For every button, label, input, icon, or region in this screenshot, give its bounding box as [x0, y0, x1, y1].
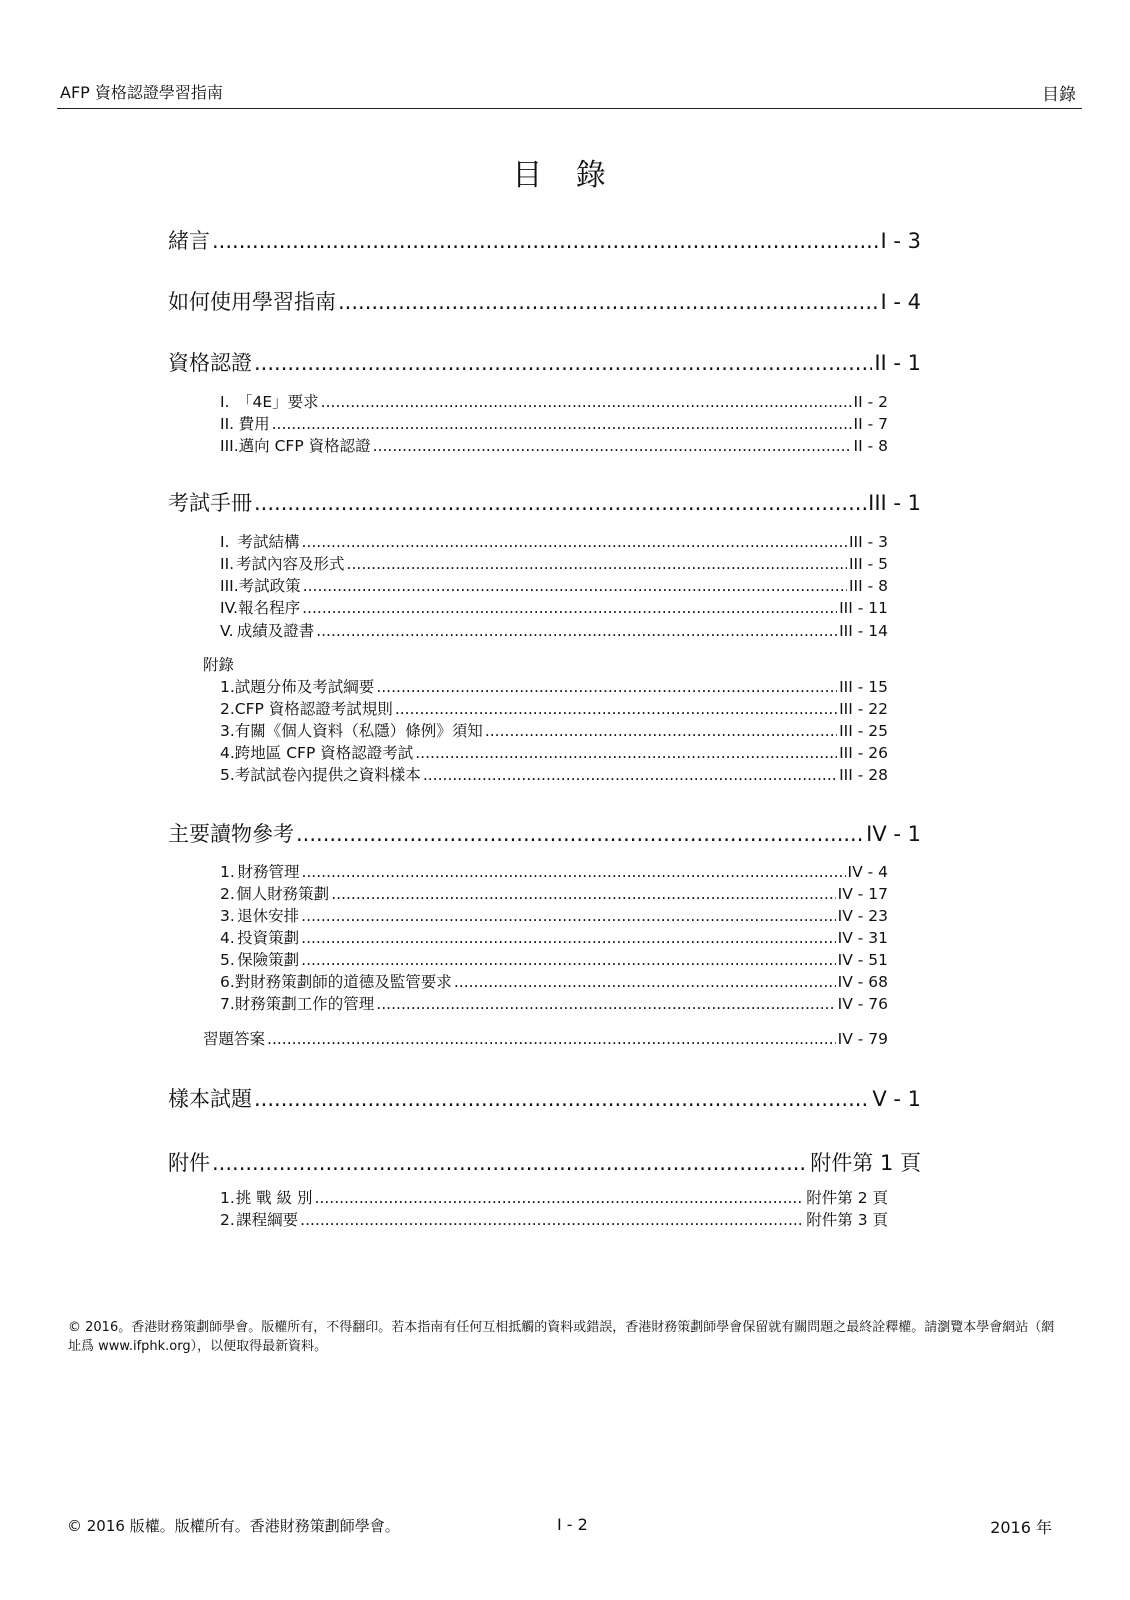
toc-page-ref: III - 25	[839, 722, 888, 740]
dot-leader	[316, 622, 837, 640]
toc-sub-entry[interactable]	[220, 412, 888, 434]
dot-leader	[395, 700, 837, 718]
toc-sub-entry[interactable]	[220, 970, 888, 992]
toc-entry-label: 緒言	[168, 229, 210, 253]
toc-entry-number: 1.	[220, 1189, 235, 1207]
toc-page-ref: III - 28	[839, 766, 888, 784]
toc-main-entry[interactable]	[168, 286, 921, 316]
dot-leader	[302, 599, 837, 617]
toc-page-ref: IV - 51	[837, 951, 888, 969]
dot-leader	[267, 1030, 836, 1048]
toc-entry-label: 習題答案	[203, 1030, 266, 1048]
toc-entry-number: 7.	[220, 995, 235, 1013]
dot-leader	[376, 678, 837, 696]
dot-leader	[415, 744, 837, 762]
toc-page-ref: IV - 23	[837, 907, 888, 925]
toc-entry-label: 樣本試題	[168, 1087, 252, 1111]
dot-leader	[254, 1087, 870, 1111]
toc-page-ref: IV - 1	[866, 822, 921, 846]
toc-entry-label: 試題分佈及考試綱要	[234, 678, 375, 696]
toc-page-ref: III - 1	[868, 491, 921, 515]
toc-entry-label: 資格認證	[168, 351, 252, 375]
toc-main-entry[interactable]	[168, 818, 921, 848]
toc-sub-entry[interactable]	[220, 763, 888, 785]
toc-sub-entry[interactable]	[220, 948, 888, 970]
toc-main-entry[interactable]	[168, 347, 921, 377]
toc-entry-label: 考試內容及形式	[236, 555, 345, 573]
toc-page-ref: III - 11	[839, 599, 888, 617]
toc-entry-number: I.	[220, 393, 230, 411]
toc-sub-entry[interactable]	[220, 434, 888, 456]
toc-entry-label: 考試結構	[237, 533, 300, 551]
toc-entry-number: 1.	[220, 678, 235, 696]
toc-entry-number: II.	[220, 415, 235, 433]
toc-sub-entry[interactable]	[220, 719, 888, 741]
toc-page-ref: II - 1	[874, 351, 921, 375]
toc-entry-label: 課程綱要	[236, 1211, 299, 1229]
dot-leader	[254, 351, 872, 375]
toc-main-entry[interactable]	[168, 225, 921, 255]
toc-entry-number: I.	[220, 533, 230, 551]
toc-entry-label: 考試手冊	[168, 491, 252, 515]
toc-entry-number: 6.	[220, 973, 235, 991]
toc-page-ref: III - 22	[839, 700, 888, 718]
dot-leader	[302, 533, 847, 551]
dot-leader	[454, 973, 836, 991]
toc-sub-entry[interactable]	[220, 1208, 888, 1230]
dot-leader	[301, 907, 836, 925]
toc-entry-label: 退休安排	[237, 907, 300, 925]
toc-page-ref: IV - 76	[837, 995, 888, 1013]
toc-entry-number: 2.	[220, 885, 235, 903]
dot-leader	[301, 951, 836, 969]
dot-leader	[485, 722, 837, 740]
toc-sub-entry[interactable]	[220, 619, 888, 641]
toc-page-ref: I - 3	[880, 229, 921, 253]
dot-leader	[300, 1211, 804, 1229]
dot-leader	[212, 1151, 808, 1175]
toc-sub-entry[interactable]	[220, 530, 888, 552]
toc-main-entry[interactable]	[168, 1083, 921, 1113]
copyright-notice: © 2016。香港財務策劃師學會。版權所有，不得翻印。若本指南有任何互相抵觸的資料或錯誤，香港財務策劃師學會保留就有關問題之最終詮釋權。請瀏覽本學會網站（網址爲 www.ifphk.org），以便取得最新資料。	[68, 1320, 1055, 1354]
toc-entry-label: 「4E」要求	[237, 393, 319, 411]
dot-leader	[376, 995, 835, 1013]
toc-page-ref: III - 15	[839, 678, 888, 696]
dot-leader	[296, 822, 864, 846]
dot-leader	[423, 766, 837, 784]
dot-leader	[315, 1189, 805, 1207]
toc-entry-number: 1.	[220, 863, 235, 881]
toc-sub-entry[interactable]	[220, 860, 888, 882]
toc-sub-entry[interactable]	[203, 1027, 888, 1049]
toc-entry-number: 3.	[220, 907, 235, 925]
toc-sub-entry[interactable]	[220, 697, 888, 719]
toc-page-ref: V - 1	[872, 1087, 921, 1111]
toc-sub-entry[interactable]	[220, 596, 888, 618]
toc-entry-label: 對財務策劃師的道德及監管要求	[234, 973, 452, 991]
toc-entry-label: 附件	[168, 1151, 210, 1175]
toc-entry-number: 5.	[220, 766, 235, 784]
toc-sub-entry[interactable]	[220, 882, 888, 904]
toc-entry-label: 邁向 CFP 資格認證	[238, 437, 371, 455]
toc-sub-entry[interactable]	[220, 390, 888, 412]
toc-page-ref: IV - 4	[847, 863, 888, 881]
toc-entry-label: 成績及證書	[236, 622, 315, 640]
dot-leader	[373, 437, 852, 455]
toc-page-ref: IV - 31	[837, 929, 888, 947]
toc-entry-number: III.	[220, 437, 239, 455]
dot-leader	[338, 290, 879, 314]
toc-entry-number: 4.	[220, 929, 235, 947]
toc-entry-label: 個人財務策劃	[236, 885, 330, 903]
toc-sub-entry[interactable]	[220, 1186, 888, 1208]
toc-entry-label: 財務管理	[237, 863, 300, 881]
toc-entry-label: 考試試卷內提供之資料樣本	[234, 766, 421, 784]
toc-entry-label: 主要讀物參考	[168, 822, 294, 846]
toc-sub-entry[interactable]	[220, 992, 888, 1014]
dot-leader	[301, 863, 845, 881]
toc-main-entry[interactable]	[168, 487, 921, 517]
page-number: I - 2	[557, 1515, 588, 1534]
toc-entry-label: 保險策劃	[237, 951, 300, 969]
toc-entry-label: 報名程序	[238, 599, 301, 617]
header-guide-title: AFP 資格認證學習指南	[60, 83, 223, 102]
dot-leader	[254, 491, 866, 515]
toc-page-ref: 附件第 1 頁	[810, 1151, 921, 1175]
footer-copyright: © 2016 版權。版權所有。香港財務策劃師學會。	[67, 1517, 400, 1535]
toc-sub-entry[interactable]	[220, 552, 888, 574]
toc-entry-number: 2.	[220, 1211, 235, 1229]
toc-entry-label: 投資策劃	[237, 929, 300, 947]
toc-entry-number: II.	[220, 555, 235, 573]
toc-page-ref: III - 26	[839, 744, 888, 762]
toc-sub-entry[interactable]	[220, 574, 888, 596]
toc-entry-label: CFP 資格認證考試規則	[234, 700, 393, 718]
toc-entry-label: 財務策劃工作的管理	[234, 995, 375, 1013]
toc-entry-number: 2.	[220, 700, 235, 718]
toc-entry-number: 5.	[220, 951, 235, 969]
dot-leader	[303, 577, 847, 595]
toc-entry-label: 如何使用學習指南	[168, 290, 336, 314]
toc-page-ref: II - 2	[853, 393, 888, 411]
toc-sub-entry[interactable]	[220, 741, 888, 763]
toc-page-ref: III - 14	[839, 622, 888, 640]
page-footer	[67, 1515, 1052, 1539]
toc-entry-number: 4.	[220, 744, 235, 762]
toc-entry-label: 跨地區 CFP 資格認證考試	[234, 744, 414, 762]
toc-entry-label: 有關《個人資料（私隱）條例》須知	[234, 722, 483, 740]
page-title: 目 錄	[512, 158, 618, 193]
toc-page-ref: III - 3	[848, 533, 888, 551]
toc-sub-entry[interactable]	[220, 675, 888, 697]
dot-leader	[272, 415, 852, 433]
toc-page-ref: III - 5	[848, 555, 888, 573]
toc-entry-label: 費用	[238, 415, 270, 433]
dot-leader	[331, 885, 835, 903]
dot-leader	[321, 393, 852, 411]
toc-page-ref: I - 4	[880, 290, 921, 314]
header-section-name: 目錄	[1042, 85, 1076, 105]
toc-page-ref: IV - 68	[837, 973, 888, 991]
toc-page-ref: IV - 79	[837, 1030, 888, 1048]
toc-sub-entry[interactable]	[220, 926, 888, 948]
toc-entry-label: 考試政策	[238, 577, 301, 595]
toc-sub-entry[interactable]	[220, 904, 888, 926]
toc-entry-number: III.	[220, 577, 239, 595]
toc-page-ref: III - 8	[848, 577, 888, 595]
toc-entry-number: 3.	[220, 722, 235, 740]
toc-page-ref: 附件第 2 頁	[806, 1189, 888, 1207]
toc-entry-label: 挑 戰 級 別	[235, 1189, 313, 1207]
toc-page-ref: II - 7	[853, 415, 888, 433]
toc-entry-number: V.	[220, 622, 234, 640]
toc-page-ref: IV - 17	[837, 885, 888, 903]
dot-leader	[212, 229, 879, 253]
toc-main-entry[interactable]	[168, 1147, 921, 1177]
toc-entry-number: IV.	[220, 599, 239, 617]
dot-leader	[301, 929, 836, 947]
footer-year: 2016 年	[990, 1518, 1052, 1537]
toc-page-ref: II - 8	[853, 437, 888, 455]
dot-leader	[347, 555, 847, 573]
toc-appendix-heading: 附錄	[203, 656, 235, 674]
toc-page-ref: 附件第 3 頁	[806, 1211, 888, 1229]
